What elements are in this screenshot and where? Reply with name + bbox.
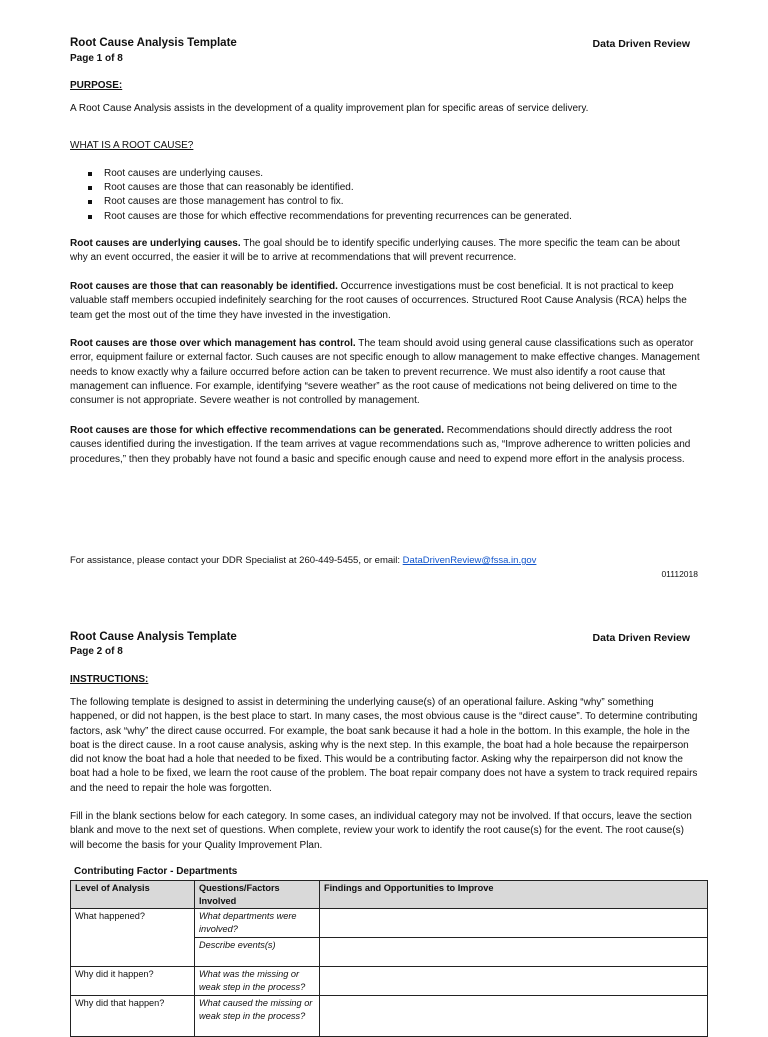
bullet-square-icon — [88, 172, 92, 176]
paragraph-identified: Root causes are those that can reasonably be identified. Occurrence investigations must be cost beneficial. It is not practical to keep valuable staff members occupied indefinitely searching for the root causes of occurrences. Structured Root Cause Analysis (RCA) helps the team get the most out of the time they have invested in the investigation. — [70, 281, 687, 321]
question-cell: Describe events(s) — [195, 938, 320, 967]
org-name: Data Driven Review — [592, 632, 690, 644]
table-row — [71, 909, 708, 938]
page-title: Root Cause Analysis Template — [70, 631, 237, 643]
root-cause-list — [88, 167, 572, 224]
email-link[interactable]: DataDrivenReview@fssa.in.gov — [402, 555, 537, 566]
bullet-square-icon — [88, 186, 92, 190]
instructions-fill-paragraph: Fill in the blank sections below for each category. In some cases, an individual category may not be involved. If that occurs, leave the section blank and move to the next set of questions. When complete, review your work to identify the root cause(s) for the event. The root cause(s) will become the basis for your Quality Improvement Plan. — [70, 811, 692, 851]
findings-input-cell[interactable] — [320, 909, 708, 938]
instructions-heading: INSTRUCTIONS: — [70, 674, 149, 685]
column-header: Questions/Factors Involved — [195, 881, 320, 909]
list-item: Root causes are those management has control to fix. — [88, 195, 572, 209]
bullet-square-icon — [88, 200, 92, 204]
assistance-footer: For assistance, please contact your DDR Specialist at 260-449-5455, or email: DataDrivenReview@fssa.in.gov — [70, 555, 537, 566]
page-number: Page 2 of 8 — [70, 646, 123, 657]
question-cell: What departments were involved? — [195, 909, 320, 938]
contributing-factor-table — [70, 880, 708, 1037]
question-cell: What was the missing or weak step in the process? — [195, 967, 320, 996]
list-item: Root causes are those that can reasonably be identified. — [88, 181, 572, 195]
level-cell: Why did that happen? — [71, 996, 195, 1037]
list-item: Root causes are underlying causes. — [88, 167, 572, 181]
level-cell: What happened? — [71, 909, 195, 967]
page-number: Page 1 of 8 — [70, 53, 123, 64]
instructions-paragraph: The following template is designed to assist in determining the underlying cause(s) of an operational failure. Asking “why” something happened, or did not happen, is the best place to start. In many cases, the most obvious cause is the “direct cause”. To determine contributing factors, ask “why” the direct cause occurred. For example, the boat sank because it had a hole in the bottom. In this example, the hole in the boat is the direct cause. In a root cause analysis, asking why is the next step. In this example, the boat had a hole because the repairperson did not know the boat had a hole that needed to be fixed. This would be a contributing factor. Asking why the repairperson did not know the boat had a hole to be fixed, we learn the root cause of the problem. The boat repair company does not have a system to track required repairs and the need to repair the hole was forgotten. — [70, 697, 698, 794]
table-row — [71, 967, 708, 996]
bullet-square-icon — [88, 215, 92, 219]
findings-input-cell[interactable] — [320, 967, 708, 996]
document-code: 01112018 — [661, 569, 698, 579]
root-cause-heading: WHAT IS A ROOT CAUSE? — [70, 140, 194, 151]
question-cell: What caused the missing or weak step in the process? — [195, 996, 320, 1037]
org-name: Data Driven Review — [592, 38, 690, 50]
paragraph-underlying: Root causes are underlying causes. The goal should be to identify specific underlying causes. The more specific the team can be about why an event occurred, the easier it will be to arrive at recommendations that will prevent recurrence. — [70, 238, 680, 264]
list-item: Root causes are those for which effective recommendations for preventing recurrences can be generated. — [88, 210, 572, 224]
purpose-heading: PURPOSE: — [70, 80, 123, 91]
paragraph-recommendations: Root causes are those for which effective recommendations can be generated. Recommendations should directly address the root causes identified during the investigation. If the team arrives at vague recommendations such as, “Improve adherence to written policies and procedures,” then they probably have not found a basic and specific enough cause and need to expend more effort in the analysis process. — [70, 425, 691, 465]
table-caption: Contributing Factor - Departments — [74, 866, 238, 877]
findings-input-cell[interactable] — [320, 996, 708, 1037]
findings-input-cell[interactable] — [320, 938, 708, 967]
purpose-text: A Root Cause Analysis assists in the development of a quality improvement plan for specific areas of service delivery. — [70, 103, 589, 114]
column-header: Level of Analysis — [71, 881, 195, 909]
level-cell: Why did it happen? — [71, 967, 195, 996]
column-header: Findings and Opportunities to Improve — [320, 881, 708, 909]
document-page-2 — [0, 600, 768, 1024]
paragraph-management: Root causes are those over which management has control. The team should avoid using general cause classifications such as operator error, equipment failure or external factor. Such causes are not specific enough to allow management to make effective changes. Management needs to know exactly why a failure occurred before action can be taken to prevent recurrence. We must also identify a root cause that management can influence. For example, identifying “severe weather” as the root cause of medications not being delivered on time to the consumer is not appropriate. Severe weather is not controlled by management. — [70, 338, 700, 407]
table-header-row — [71, 881, 708, 909]
page-title: Root Cause Analysis Template — [70, 37, 237, 49]
table-row — [71, 996, 708, 1037]
